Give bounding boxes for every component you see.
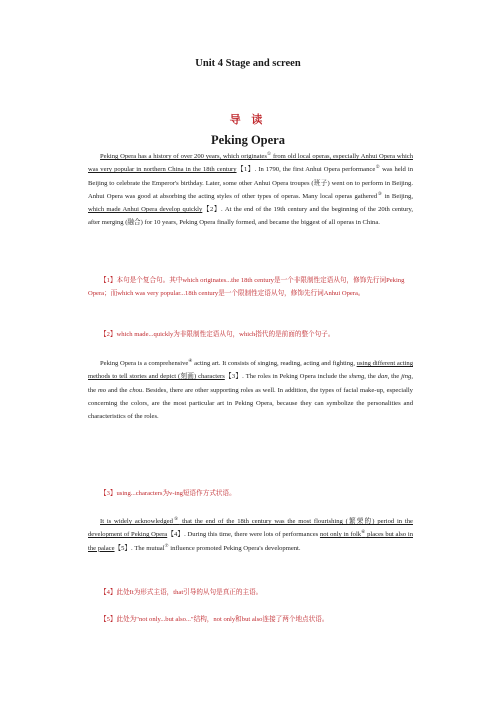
role-term: mo: [97, 386, 107, 394]
p1-text: . In 1790, the first Anhui Opera performance: [254, 166, 376, 174]
p3-text: . During this time, there were lots of performances: [184, 531, 320, 539]
p3-text: . The mutual: [131, 544, 165, 552]
note-2: 【2】which made...quickly为非限制性定语从句，which指代的是前面的整个句子。: [100, 331, 335, 338]
annotation-marker: 【4】: [167, 531, 185, 539]
role-term: sheng: [348, 373, 365, 381]
role-term: jing: [401, 373, 412, 381]
p1-text: from old local operas, especially Anhui Opera which was very popular in northern China in the 18th century: [88, 153, 413, 174]
p2-underlined-text: using different acting methods to tell stories and depict (刻画) characters: [88, 360, 413, 381]
p2-text: , the: [387, 373, 402, 381]
note-4: 【4】此处It为形式主语，that引导的从句是真正的主语。: [100, 589, 263, 596]
note-5: 【5】此处为"not only...but also..."结构，not only和but also连接了两个地点状语。: [100, 616, 329, 623]
footnote-mark: ⑥: [361, 529, 366, 535]
p3-text: influence promoted Peking Opera's development.: [168, 544, 301, 552]
p2-text: , the: [364, 373, 378, 381]
footnote-mark: ②: [375, 164, 381, 170]
p3-text: that the end of the 18th century was the most flourishing (繁荣的) period in the development of Peking Opera: [88, 518, 413, 539]
guide-title: 导 读: [229, 114, 267, 126]
role-term: dan: [377, 373, 388, 381]
p3-text: places but also in the palace: [88, 531, 413, 552]
annotation-marker: 【1】: [236, 166, 255, 174]
p1-text: in Beijing,: [382, 192, 413, 200]
p2-text: and the: [106, 386, 130, 394]
annotation-marker: 【3】: [224, 373, 243, 381]
p1-text: . At the end of the 19th century and the beginning of the 20th century, after merging (融合) for 10 years, Peking Opera finally formed, and became the biggest of all operas in China.: [88, 206, 413, 227]
p2-text: , the: [88, 373, 413, 394]
p2-text: . The roles in Peking Opera include the: [242, 373, 349, 381]
annotation-marker: 【5】: [114, 544, 132, 552]
p1-underlined-text: which made Anhui Opera develop quickly: [88, 206, 203, 214]
role-term: chou: [129, 386, 143, 394]
footnote-mark: ①: [266, 150, 272, 156]
article-title: Peking Opera: [211, 133, 285, 147]
paragraph-2: [88, 357, 413, 423]
footnote-mark: ⑦: [164, 542, 169, 548]
footnote-mark: ③: [377, 190, 383, 196]
p1-text: Peking Opera has a history of over 200 years, which originates: [100, 153, 267, 160]
p2-text: Peking Opera is a comprehensive: [100, 360, 189, 367]
paragraph-3: [88, 515, 413, 555]
unit-title: Unit 4 Stage and screen: [195, 58, 301, 69]
p3-text: not only in folk: [319, 531, 362, 539]
p3-text: It is widely acknowledged: [100, 518, 173, 525]
footnote-mark: ④: [188, 357, 193, 363]
note-1: 【1】本句是个复合句。其中which originates...the 18th century是一个非限制性定语从句，修饰先行词Peking Opera；而which was very popular...18th century是一个限制性定语从句，修饰先行词Anhui Opera。: [88, 277, 405, 298]
annotation-marker: 【2】: [202, 206, 222, 214]
p2-text: acting art. It consists of singing, reading, acting and fighting,: [192, 360, 357, 367]
paragraph-1: [88, 150, 413, 230]
p2-text: . Besides, there are other supporting roles as well. In addition, the types of facial make-up, especially concerning the colors, are the most particular art in Peking Opera, because they can symbolize the personalities and characteristics of the roles.: [88, 386, 413, 421]
note-3: 【3】using...characters为v-ing短语作方式状语。: [100, 490, 236, 497]
footnote-mark: ⑤: [172, 515, 180, 521]
p1-text: was held in Beijing to celebrate the Emperor's birthday. Later, some other Anhui Opera troupes (班子) went on to perform in Beijing. Anhui Opera was good at absorbing the acting styles of other types of operas. Many local operas gathered: [88, 166, 414, 200]
